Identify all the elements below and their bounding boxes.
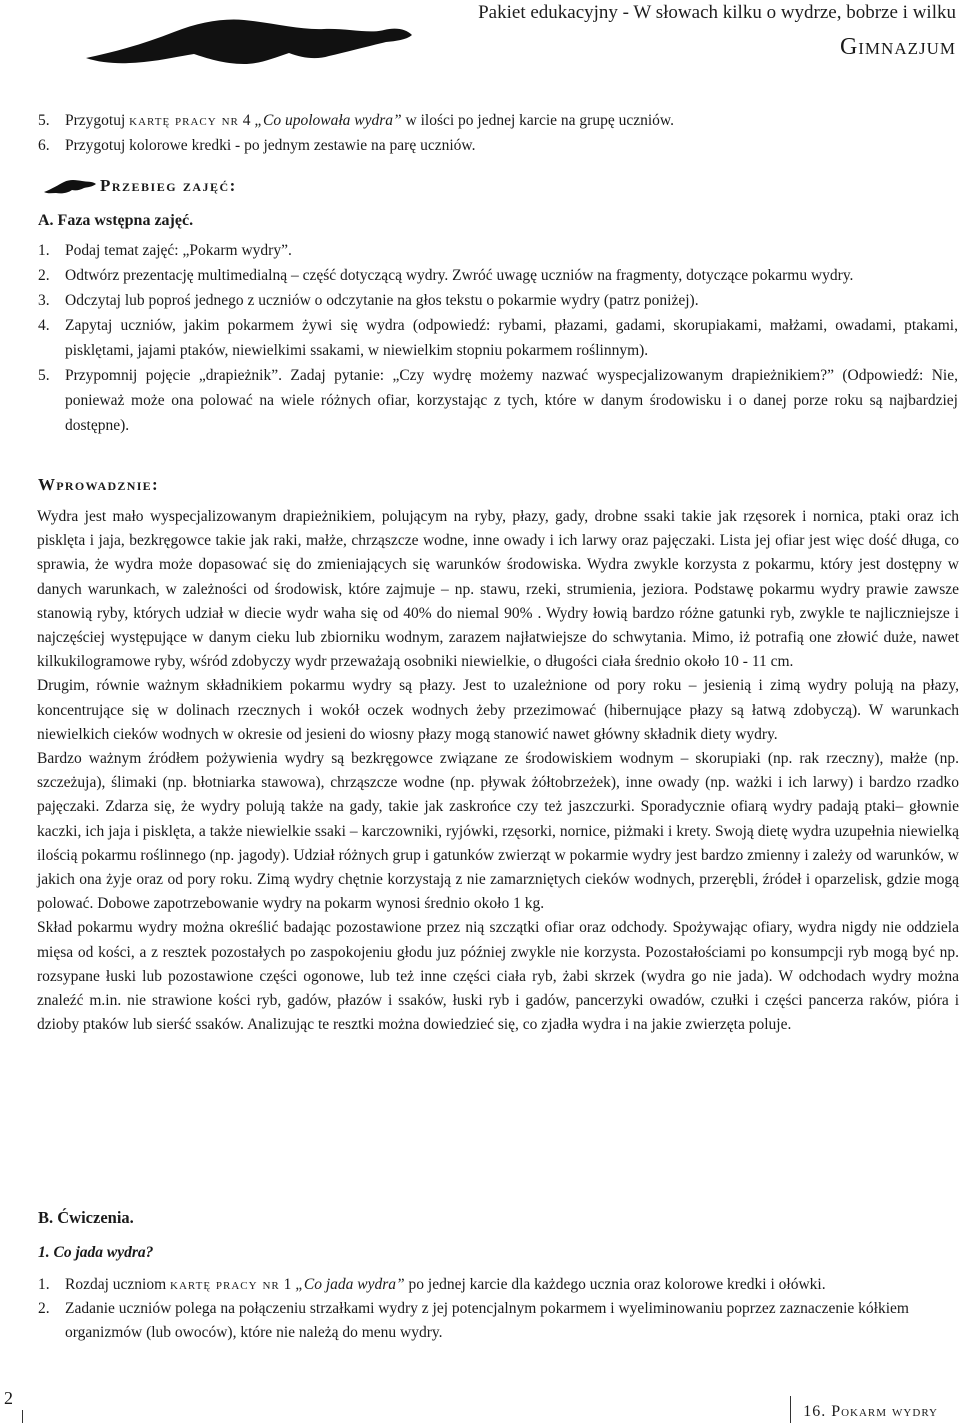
item-text: Przypomnij pojęcie „drapieżnik”. Zadaj pytanie: „Czy wydrę możemy nazwać wyspecjalizowanym drapieżnikiem?” (Odpowiedź: Nie, ponieważ może ona polować na wiele różnych ofiar, korzystając z tych, które w danym środowisku i o danej porze roku są najbardziej dostępne). xyxy=(65,367,958,434)
item-text: Odtwórz prezentację multimedialną – część dotyczącą wydry. Zwróć uwagę uczniów na fragmenty, dotyczące pokarmu wydry. xyxy=(65,267,854,284)
item-text: Podaj temat zajęć: „Pokarm wydry”. xyxy=(65,242,292,259)
page-number: 2 xyxy=(4,1388,13,1408)
worksheet-label: kartę pracy nr xyxy=(129,112,239,129)
item-number: 4. xyxy=(38,317,50,334)
item-text: Przygotuj xyxy=(65,112,130,129)
item-text: Zapytaj uczniów, jakim pokarmem żywi się wydra (odpowiedź: rybami, płazami, gadami, skorupiakami, małżami, owadami, ptakami, pisklętami, jajami ptaków, niewielkimi ssakami, w niewielkim stopniu pokarmem roślinnym). xyxy=(65,317,958,359)
item-number: 1. xyxy=(38,242,50,259)
list-item xyxy=(38,1297,958,1345)
list-item xyxy=(38,313,958,363)
item-number: 3. xyxy=(38,292,50,309)
exercise-title: 1. Co jada wydra? xyxy=(38,1244,154,1261)
footer-divider xyxy=(22,1410,23,1423)
list-item xyxy=(38,108,938,133)
item-number: 5. xyxy=(38,367,50,384)
intro-steps-list xyxy=(38,238,958,438)
exercise-steps-list xyxy=(38,1273,958,1345)
section-title: Przebieg zajęć: xyxy=(100,176,237,195)
item-text: 4 xyxy=(238,112,255,129)
worksheet-title: „Co jada wydra” xyxy=(295,1276,405,1293)
intro-paragraph: Bardzo ważnym źródłem pożywienia wydry są bezkręgowce związane ze środowiskiem wodnym – skorupiaki (np. rak rzeczny), małże (np. szczeżuja), ślimaki (np. błotniarka stawowa), chrząszcze wodne (np. pływak żółtobrzeżek), inne owady (np. ważki i ich larwy) i bardzo rzadko pajęczaki. Zdarza się, że wydry polują także na gady, takie jak zaskrońce czy też jaszczurki. Sporadycznie ofiarą wydry padają ptaki– głownie kaczki, ich jaja i pisklęta, a także niewielkie ssaki – karczowniki, ryjówki, rzęsorki, nornice, piżmaki i krety. Swoją dietę wydra uzupełnia niewielką ilością pokarmu roślinnego (np. jagody). Udział różnych grup i gatunków zwierząt w pokarmie wydry jest bardzo zmienny i zależy od warunków, w jakich ona żyje oraz od pory roku. Zimą wydry chętnie korzystają z nie zamarzniętych cieków wodnych, przerębli, źródeł i oparzelisk, gdzie mogą polować. Dobowe zapotrzebowanie wydry na pokarm wynosi średnio około 1 kg. xyxy=(37,750,959,913)
item-text: Odczytaj lub poproś jednego z uczniów o odczytanie na głos tekstu o pokarmie wydry (patrz poniżej). xyxy=(65,292,699,309)
list-item xyxy=(38,363,958,438)
worksheet-title: „Co upolowała wydra” xyxy=(254,112,402,129)
item-number: 6. xyxy=(38,137,50,154)
preparation-list xyxy=(38,108,938,158)
otter-silhouette-icon xyxy=(84,8,414,70)
item-text: Przygotuj kolorowe kredki - po jednym zestawie na parę uczniów. xyxy=(65,137,476,154)
intro-heading: Wprowadznie: xyxy=(38,475,159,494)
footer-title: 16. Pokarm wydry xyxy=(803,1403,938,1420)
intro-paragraph: Wydra jest mało wyspecjalizowanym drapieżnikiem, polującym na ryby, płazy, gady, drobne ssaki takie jak rzęsorek i nornica, ptaki oraz ich pisklęta i jaja, bezkręgowce takie jak raki, małże, chrząszcze wodne, inne owady i ich larwy oraz pajęczaki. Lista jej ofiar jest więc dość długa, co sprawia, że wydra może dopasować się do zmieniających się warunków środowiska. Wydra zwykle korzysta z pokarmu, który jest dostępny w danych warunkach, w zależności od środowisk, które zajmuje – np. stawu, rzeki, strumienia, jeziora. Podstawę pokarmu wydry prawie zawsze stanowią ryby, których udział w diecie wydr waha się od 40% do niemal 90% . Wydry łowią bardzo różne gatunki ryb, zwykle te najliczniejsze i najczęściej występujące w danym cieku lub zbiorniku wodnym, zarazem najłatwiejsze do schwytania. Mimo, iż potrafią one złowić duże, nawet kilkukilogramowe ryby, wśród zdobyczy wydr przeważają osobniki niewielkie, o długości ciała średnio około 10 - 11 cm. xyxy=(37,508,959,671)
item-number: 2. xyxy=(38,1300,50,1317)
phase-b-heading: B. Ćwiczenia. xyxy=(38,1208,134,1227)
intro-paragraph: Drugim, równie ważnym składnikiem pokarmu wydry są płazy. Jest to uzależnione od pory roku – jesienią i zimą wydry polują na płazy, koncentrujące się w dolinach rzecznych i wokół oczek wodnych żeby przezimować (hibernujące płazy są łatwą zdobyczą). W warunkach niewielkich cieków wodnych w okresie od jesieni do wiosny płazy mogą stanowić nawet główny składnik diety wydry. xyxy=(37,677,959,743)
worksheet-label: kartę pracy nr xyxy=(170,1276,280,1293)
list-item xyxy=(38,1273,958,1297)
item-number: 5. xyxy=(38,112,50,129)
item-text: w ilości po jednej karcie na grupę uczniów. xyxy=(401,112,674,129)
item-text: po jednej karcie dla każdego ucznia oraz kolorowe kredki i ołówki. xyxy=(404,1276,826,1293)
item-text: Zadanie uczniów polega na połączeniu strzałkami wydry z jej potencjalnym pokarmem i wyeliminowaniu poprzez zaznaczenie kółkiem organizmów (lub owoców), które nie należą do menu wydry. xyxy=(65,1300,909,1341)
list-item xyxy=(38,288,958,313)
phase-a-heading: A. Faza wstępna zajęć. xyxy=(38,212,194,229)
list-item xyxy=(38,238,958,263)
list-item xyxy=(38,263,958,288)
item-number: 2. xyxy=(38,267,50,284)
item-text: Rozdaj uczniom xyxy=(65,1276,171,1293)
intro-body xyxy=(37,505,959,1037)
header-title: Pakiet edukacyjny - W słowach kilku o wydrze, bobrze i wilku xyxy=(478,2,956,23)
list-item xyxy=(38,133,938,158)
header-subtitle: Gimnazjum xyxy=(839,34,956,60)
intro-paragraph: Skład pokarmu wydry można określić badając pozostawione przez nią szczątki ofiar oraz odchody. Spożywając ofiary, wydra nigdy nie oddziela mięsa od kości, a z resztek pozostałych po zaspokojeniu głodu juz później zwykle nie korzysta. Pozostałościami po konsumpcji ryb mogą być np. rozsypane łuski lub pozostawione części ogonowe, lub też inne części ciała ryb, żabi skrzek (wydra go nie jada). W odchodach wydry można znaleźć m.in. nie strawione kości ryb, gadów, płazów i ssaków, łuski ryb i gadów, pancerzyki owadów, czułki i części pancerza raków, pióra i dzioby ptaków lub sierść ssaków. Analizując te resztki można dowiedzieć się, co zjadła wydra i na jakie zwierzęta poluje. xyxy=(37,919,959,1034)
footer-divider xyxy=(790,1396,791,1423)
otter-icon xyxy=(44,177,96,195)
item-text: 1 xyxy=(279,1276,296,1293)
item-number: 1. xyxy=(38,1276,50,1293)
